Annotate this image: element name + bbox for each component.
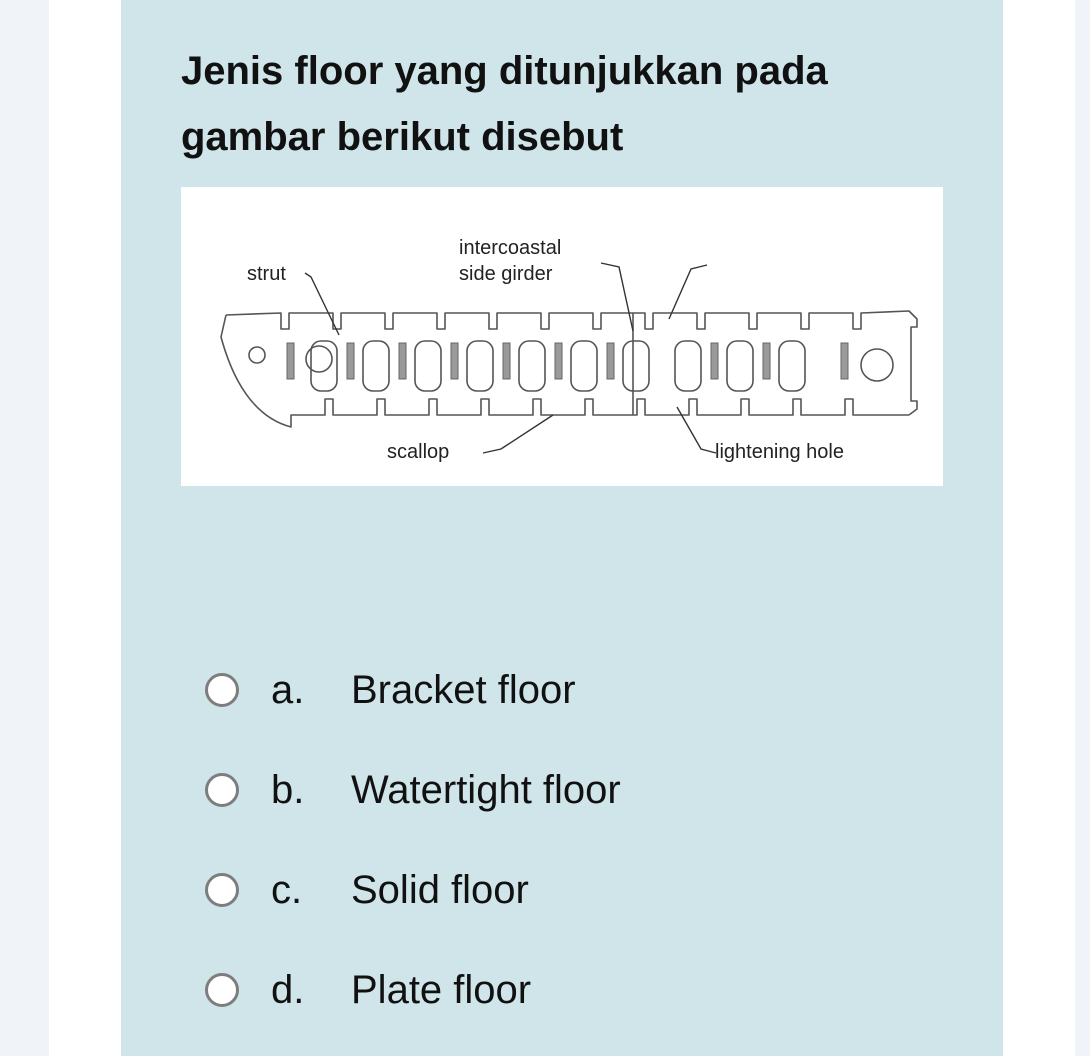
option-a-radio[interactable] — [205, 673, 239, 707]
option-b-letter: b. — [271, 767, 305, 812]
label-side-girder: side girder — [459, 263, 553, 285]
label-scallop: scallop — [387, 441, 450, 463]
label-strut: strut — [247, 263, 286, 285]
label-lightening-hole: lightening hole — [715, 441, 844, 463]
question-text: Jenis floor yang ditunjukkan pada gambar berikut disebut — [181, 49, 828, 159]
option-b-radio[interactable] — [205, 773, 239, 807]
option-d-text: Plate floor — [351, 967, 532, 1012]
option-c[interactable] — [205, 860, 805, 920]
option-a-letter: a. — [271, 667, 305, 712]
label-intercoastal: intercoastal — [459, 237, 562, 259]
option-c-letter: c. — [271, 867, 303, 912]
option-d-radio[interactable] — [205, 973, 239, 1007]
option-a-text: Bracket floor — [351, 667, 576, 712]
option-d[interactable] — [205, 960, 805, 1020]
option-b[interactable] — [205, 760, 805, 820]
option-c-text: Solid floor — [351, 867, 529, 912]
option-a[interactable] — [205, 660, 805, 720]
option-c-radio[interactable] — [205, 873, 239, 907]
bracket-floor-diagram — [181, 187, 943, 486]
option-d-letter: d. — [271, 967, 305, 1012]
option-b-text: Watertight floor — [351, 767, 621, 812]
